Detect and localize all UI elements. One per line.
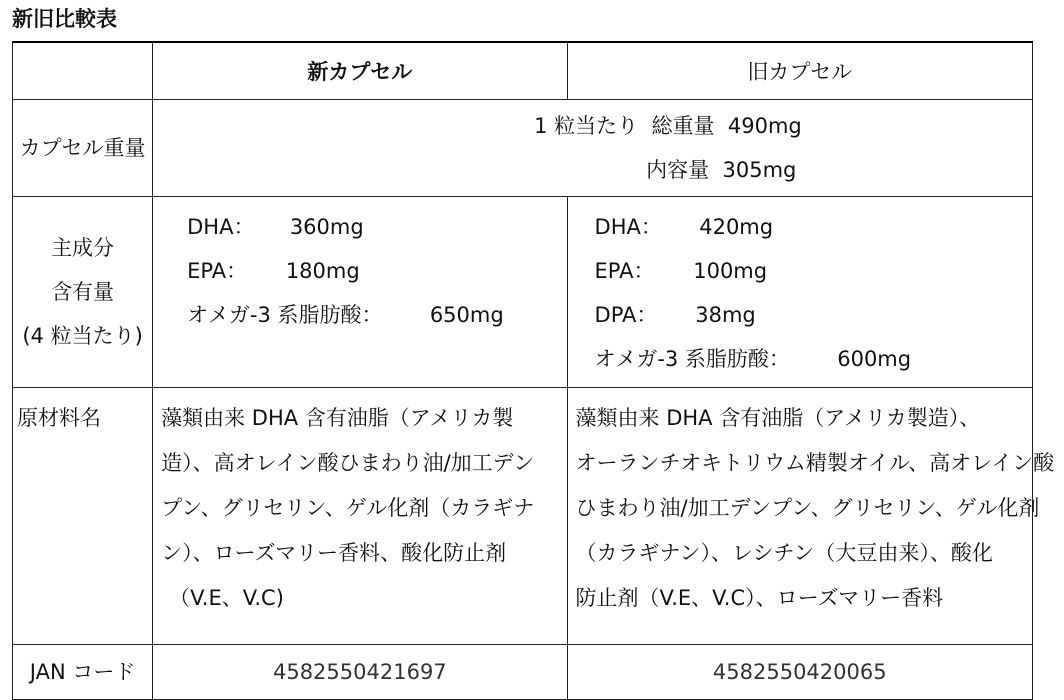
components-label-line1: 主成分 (51, 236, 115, 260)
header-empty-cell (13, 42, 153, 100)
raw-materials-label: 原材料名 (13, 388, 153, 645)
component-name: DHA： (594, 215, 662, 239)
component-item (187, 249, 566, 293)
weight-row (13, 100, 1033, 197)
components-label-line3: (4 粒当たり) (22, 324, 143, 348)
raw-materials-line: オーランチオキトリウム精製オイル、高オレイン酸 (575, 451, 1055, 475)
raw-materials-line: （カラギナン）、レシチン（大豆由来）、酸化 (575, 541, 993, 565)
component-name: オメガ-3 系脂肪酸： (187, 303, 383, 327)
raw-materials-row (13, 388, 1033, 645)
raw-materials-line: ン）、ローズマリー香料、酸化防止剤 (161, 541, 507, 565)
component-value: 650mg (429, 303, 504, 327)
component-value: 600mg (837, 347, 912, 371)
component-value: 180mg (285, 259, 360, 283)
raw-materials-line: プン、グリセリン、ゲル化剤（カラギナ (161, 496, 535, 520)
raw-materials-line: ひまわり油/加工デンプン、グリセリン、ゲル化剤 (575, 496, 1040, 520)
raw-materials-line: 藻類由来 DHA 含有油脂（アメリカ製造）、 (575, 406, 981, 430)
weight-per-unit: 1 粒当たり (534, 114, 639, 138)
components-row (13, 197, 1033, 388)
components-new (153, 197, 567, 388)
jan-code-old: 4582550420065 (567, 645, 1032, 700)
raw-materials-line: 防止剤（V.E、V.C）、ローズマリー香料 (575, 586, 944, 610)
weight-total-value: 490mg (727, 114, 802, 138)
component-item (187, 293, 566, 337)
document-title: 新旧比較表 (12, 7, 117, 31)
header-old-capsule: 旧カプセル (567, 42, 1032, 100)
components-label (13, 197, 153, 388)
jan-label: JAN コード (13, 645, 153, 700)
weight-values (153, 100, 1033, 197)
component-name: オメガ-3 系脂肪酸： (594, 347, 790, 371)
weight-line-total (153, 104, 1032, 148)
component-item (595, 205, 1032, 249)
component-name: DHA： (187, 215, 255, 239)
weight-line-content (153, 148, 1032, 192)
component-item (187, 205, 566, 249)
components-label-line2: 含有量 (51, 280, 115, 304)
weight-total-name: 総重量 (651, 114, 715, 138)
component-item (595, 249, 1032, 293)
component-name: DPA： (594, 303, 658, 327)
component-name: EPA： (594, 259, 655, 283)
component-name: EPA： (187, 259, 248, 283)
comparison-table (12, 41, 1055, 700)
component-value: 100mg (693, 259, 768, 283)
raw-materials-line: 藻類由来 DHA 含有油脂（アメリカ製 (161, 406, 514, 430)
component-value: 360mg (289, 215, 364, 239)
raw-materials-line: 造）、高オレイン酸ひまわり油/加工デン (161, 451, 535, 475)
component-item (595, 293, 1032, 337)
component-item (595, 337, 1032, 381)
header-new-capsule: 新カプセル (153, 42, 567, 100)
jan-code-new: 4582550421697 (153, 645, 567, 700)
raw-materials-line: （V.E、V.C) (169, 586, 284, 610)
weight-label: カプセル重量 (13, 100, 153, 197)
weight-content-value: 305mg (722, 158, 797, 182)
components-old (567, 197, 1032, 388)
header-row (13, 42, 1033, 100)
component-value: 420mg (699, 215, 774, 239)
raw-materials-old (567, 388, 1055, 645)
raw-materials-new (153, 388, 567, 645)
component-value: 38mg (695, 303, 756, 327)
jan-row (13, 645, 1033, 700)
weight-content-name: 内容量 (646, 158, 710, 182)
